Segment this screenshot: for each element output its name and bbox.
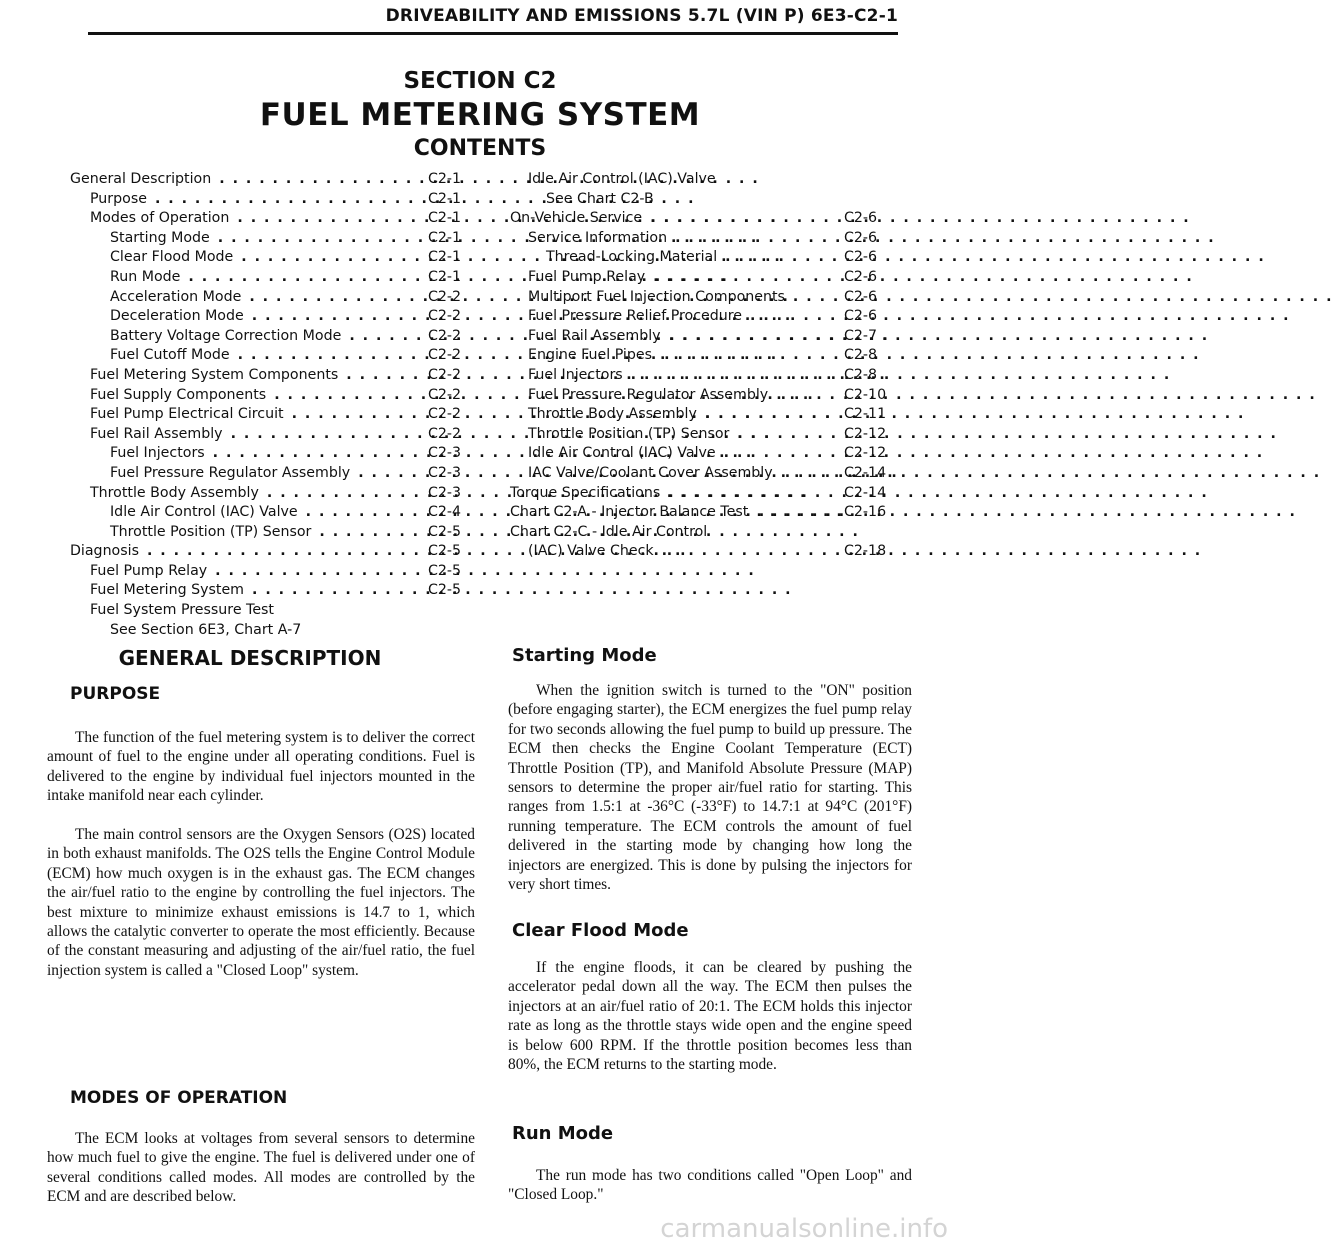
paragraph-run-1-text: The run mode has two conditions called "Open Loop" and "Closed Loop."	[508, 1167, 912, 1204]
toc-entry-page: C2-3	[428, 484, 462, 501]
toc-entry-title: Battery Voltage Correction Mode	[110, 327, 342, 344]
toc-leader-dots	[724, 445, 836, 461]
toc-entry-title: Fuel Pressure Relief Procedure	[528, 308, 742, 325]
toc-entry-page: C2-5	[428, 582, 462, 599]
toc-entry	[70, 289, 474, 309]
toc-entry-page: C2-8	[844, 347, 878, 364]
toc-entry	[510, 249, 892, 269]
toc-entry-page: C2-6	[844, 308, 878, 325]
toc-entry-title: Fuel Metering System	[90, 582, 245, 599]
toc-entry	[70, 191, 474, 211]
heading-modes-of-operation: MODES OF OPERATION	[70, 1088, 288, 1108]
toc-leader-dots	[274, 387, 420, 403]
toc-leader-dots	[669, 328, 836, 344]
paragraph-purpose-1	[47, 728, 475, 806]
toc-entry	[70, 602, 474, 622]
toc-entry-title: Chart C2-C - Idle Air Control	[510, 523, 708, 540]
toc-entry	[70, 406, 474, 426]
toc-leader-dots	[793, 289, 836, 305]
toc-entry-title: Thread-Locking Material	[546, 249, 718, 266]
toc-entry-title: Throttle Position (TP) Sensor	[110, 523, 312, 540]
toc-entry-page: C2-4	[428, 504, 462, 521]
toc-entry	[510, 406, 892, 426]
heading-general-description: GENERAL DESCRIPTION	[118, 646, 382, 670]
toc-entry-page: C2-3	[428, 464, 462, 481]
toc-entry	[70, 445, 474, 465]
toc-entry-page: C2-5	[428, 523, 462, 540]
toc-leader-dots	[660, 347, 836, 363]
toc-entry-title: Chart C2-A - Injector Balance Test	[510, 504, 749, 521]
toc-entry	[510, 230, 892, 250]
watermark: carmanualsonline.info	[660, 1214, 948, 1244]
toc-entry-page: C2-14	[844, 464, 887, 481]
toc-leader-dots	[668, 485, 836, 501]
toc-leader-dots	[231, 426, 420, 442]
toc-entry-title: Acceleration Mode	[110, 288, 242, 305]
toc-entry	[70, 465, 474, 485]
toc-entry-page: C2-11	[844, 406, 887, 423]
toc-entry-page: C2-2	[428, 288, 462, 305]
toc-entry	[510, 524, 892, 544]
toc-entry	[510, 347, 892, 367]
toc-entry	[70, 524, 474, 544]
toc-entry-page: C2-1	[428, 210, 462, 227]
toc-entry	[70, 367, 474, 387]
toc-entry-page: C2-6	[844, 249, 878, 266]
toc-leader-dots	[358, 465, 420, 481]
toc-leader-dots	[267, 485, 420, 501]
toc-leader-dots	[675, 230, 836, 246]
toc-entry	[510, 171, 892, 191]
toc-entry-page: C2-14	[844, 484, 887, 501]
running-header: DRIVEABILITY AND EMISSIONS 5.7L (VIN P) 6E3-C2-1	[385, 6, 898, 26]
toc-entry	[510, 210, 892, 230]
paragraph-run-1	[508, 1166, 912, 1205]
toc-leader-dots	[346, 367, 420, 383]
toc-entry-title: Fuel Pump Relay	[528, 268, 646, 285]
paragraph-clear-flood-1	[508, 958, 912, 1074]
toc-entry-title: Fuel Injectors	[528, 366, 623, 383]
toc-entry	[70, 308, 474, 328]
toc-leader-dots	[252, 582, 420, 598]
toc-leader-dots	[306, 504, 420, 520]
toc-entry-page: C2-2	[428, 327, 462, 344]
toc-leader-dots	[650, 210, 836, 226]
contents-title: CONTENTS	[413, 136, 547, 161]
toc-entry-title: Modes of Operation	[90, 210, 230, 227]
toc-entry-page: C2-5	[428, 562, 462, 579]
toc-entry	[510, 465, 892, 485]
toc-leader-dots	[631, 367, 836, 383]
toc-entry	[70, 249, 474, 269]
toc-entry	[70, 210, 474, 230]
toc-entry-title: Fuel Pump Electrical Circuit	[90, 406, 284, 423]
toc-entry-title: Idle Air Control (IAC) Valve	[528, 445, 716, 462]
toc-entry-title: Engine Fuel Pipes	[528, 347, 653, 364]
toc-entry-page: C2-1	[428, 268, 462, 285]
toc-entry	[70, 485, 474, 505]
toc-entry-title: Throttle Body Assembly	[528, 406, 697, 423]
toc-entry-title: Clear Flood Mode	[110, 249, 234, 266]
heading-purpose: PURPOSE	[70, 684, 161, 704]
toc-leader-dots	[213, 445, 420, 461]
toc-entry-title: Run Mode	[110, 268, 181, 285]
toc-entry-page: C2-6	[844, 288, 878, 305]
toc-leader-dots	[238, 347, 420, 363]
toc-leader-dots	[750, 308, 836, 324]
toc-entry	[70, 582, 474, 602]
toc-entry-page: C2-2	[428, 366, 462, 383]
toc-entry-title: Fuel Injectors	[110, 445, 205, 462]
toc-entry-page: C2-6	[844, 210, 878, 227]
toc-leader-dots	[188, 269, 420, 285]
toc-entry	[510, 485, 892, 505]
toc-entry-title: Fuel Rail Assembly	[90, 425, 223, 442]
toc-entry	[70, 563, 474, 583]
toc-leader-dots	[319, 524, 420, 540]
toc-entry	[510, 426, 892, 446]
toc-entry	[510, 387, 892, 407]
toc-entry-page: C2-5	[428, 543, 462, 560]
toc-entry-page: C2-2	[428, 308, 462, 325]
toc-left-column	[70, 171, 474, 641]
section-title: FUEL METERING SYSTEM	[259, 97, 701, 133]
heading-clear-flood-mode: Clear Flood Mode	[512, 920, 689, 941]
toc-entry-title: Fuel Metering System Components	[90, 366, 339, 383]
toc-entry-title: Deceleration Mode	[110, 308, 244, 325]
toc-entry-title: Fuel Pressure Regulator Assembly	[110, 464, 351, 481]
toc-entry	[510, 504, 892, 524]
toc-leader-dots	[705, 406, 836, 422]
toc-leader-dots	[292, 406, 420, 422]
toc-entry-title: (IAC) Valve Check	[528, 543, 654, 560]
toc-entry-title: Purpose	[90, 190, 147, 207]
toc-entry-title: Fuel Rail Assembly	[528, 327, 661, 344]
toc-leader-dots	[155, 191, 420, 207]
toc-entry-title: Service Information	[528, 229, 668, 246]
paragraph-purpose-2-text: The main control sensors are the Oxygen Sensors (O2S) located in both exhaust manifolds. The O2S tells the Engine Control Module (ECM) how much oxygen is in the exhaust gas. The ECM changes the air/fuel ratio to the engine by controlling the fuel injectors. The best mixture to minimize exhaust emissions is 14.7 to 1, which allows the catalytic converter to operate the most efficiently. Because of the constant measuring and adjusting of the air/fuel ratio, the fuel injection system is called a "Closed Loop" system.	[47, 826, 475, 979]
toc-entry-title: Torque Specifications	[510, 484, 661, 501]
toc-entry	[70, 269, 474, 289]
toc-entry	[510, 367, 892, 387]
toc-leader-dots	[756, 504, 836, 520]
toc-entry-page: C2-16	[844, 504, 887, 521]
toc-entry-page: C2-2	[428, 347, 462, 364]
toc-leader-dots	[737, 426, 836, 442]
toc-entry-title: IAC Valve/Coolant Cover Assembly	[528, 464, 773, 481]
toc-entry	[70, 543, 474, 563]
paragraph-starting-1-text: When the ignition switch is turned to the "ON" position (before engaging starter), the ECM energizes the fuel pump relay for two seconds allowing the fuel pump to build up pressure. The ECM then checks the Engine Coolant Temperature (ECT) Throttle Position (TP), and Manifold Absolute Pressure (MAP) sensors to determine the proper air/fuel ratio for starting. This ranges from 1.5:1 at -36°C (-33°F) to 14.7:1 at 94°C (201°F) running temperature. The ECM controls the amount of fuel delivered in the starting mode by changing how long the injectors are energized. This is done by pulsing the injectors for very short times.	[508, 682, 912, 894]
toc-entry-title: Idle Air Control (IAC) Valve	[528, 171, 716, 187]
paragraph-starting-1	[508, 681, 912, 894]
toc-entry-title: Idle Air Control (IAC) Valve	[110, 504, 298, 521]
toc-right-column	[510, 171, 892, 563]
toc-leader-dots	[349, 328, 420, 344]
toc-entry-title: Throttle Body Assembly	[90, 484, 259, 501]
toc-leader-dots	[662, 543, 836, 559]
toc-leader-dots	[237, 210, 420, 226]
toc-entry	[510, 328, 892, 348]
toc-entry-page: C2-1	[428, 229, 462, 246]
toc-entry-title: See Chart C2-B	[546, 190, 654, 207]
toc-entry-page: C2-12	[844, 425, 887, 442]
toc-leader-dots	[781, 465, 836, 481]
toc-leader-dots	[147, 543, 420, 559]
header-rule	[88, 32, 898, 35]
toc-entry-page: C2-6	[844, 229, 878, 246]
toc-entry	[510, 269, 892, 289]
toc-entry-page: C2-18	[844, 543, 887, 560]
toc-entry	[70, 347, 474, 367]
toc-leader-dots	[776, 387, 836, 403]
toc-entry-page: C2-12	[844, 445, 887, 462]
toc-entry-page: C2-7	[844, 327, 878, 344]
toc-entry	[510, 289, 892, 309]
toc-entry-title: Fuel Supply Components	[90, 386, 267, 403]
toc-entry-title: Diagnosis	[70, 543, 139, 560]
toc-entry-title: General Description	[70, 171, 212, 187]
toc-entry	[510, 543, 892, 563]
toc-leader-dots	[252, 308, 420, 324]
paragraph-modes-1	[47, 1129, 475, 1207]
toc-entry-title: Fuel Cutoff Mode	[110, 347, 230, 364]
toc-entry-page: C2-1	[428, 249, 462, 266]
toc-entry	[510, 191, 892, 211]
toc-entry-page: C2-1	[428, 190, 462, 207]
heading-run-mode: Run Mode	[512, 1123, 614, 1144]
toc-entry-page: C2-1	[428, 171, 462, 187]
paragraph-purpose-2	[47, 825, 475, 980]
toc-leader-dots	[241, 249, 420, 265]
toc-leader-dots	[218, 230, 420, 246]
toc-entry-title: Fuel Pump Relay	[90, 562, 208, 579]
toc-entry-title: On-Vehicle Service	[510, 210, 643, 227]
toc-entry	[70, 622, 474, 642]
toc-entry-page: C2-3	[428, 445, 462, 462]
toc-entry-page: C2-8	[844, 366, 878, 383]
toc-leader-dots	[249, 289, 420, 305]
toc-entry-page: C2-2	[428, 425, 462, 442]
toc-entry	[70, 504, 474, 524]
heading-starting-mode: Starting Mode	[512, 645, 657, 666]
toc-leader-dots	[219, 171, 420, 187]
toc-entry-title: Fuel System Pressure Test	[90, 602, 274, 619]
toc-entry-page: C2-2	[428, 386, 462, 403]
paragraph-clear-flood-1-text: If the engine floods, it can be cleared by pushing the accelerator pedal down all the way. The ECM then pulses the injectors at an air/fuel ratio of 20:1. The ECM holds this injector rate as long as the throttle stays wide open and the engine speed is below 600 RPM. If the throttle position becomes less than 80%, the ECM returns to the starting mode.	[508, 959, 912, 1074]
toc-leader-dots	[653, 269, 836, 285]
toc-entry-page: C2-6	[844, 268, 878, 285]
toc-entry-page: C2-2	[428, 406, 462, 423]
toc-entry	[510, 445, 892, 465]
toc-entry-page: C2-10	[844, 386, 887, 403]
toc-entry-title: See Section 6E3, Chart A-7	[110, 621, 302, 638]
toc-entry	[510, 308, 892, 328]
paragraph-purpose-1-text: The function of the fuel metering system is to deliver the correct amount of fuel to the engine under all operating conditions. Fuel is delivered to the engine by individual fuel injectors mounted in the intake manifold near each cylinder.	[47, 729, 475, 805]
toc-entry	[70, 230, 474, 250]
toc-entry-title: Starting Mode	[110, 229, 210, 246]
toc-entry-title: Throttle Position (TP) Sensor	[528, 425, 730, 442]
paragraph-modes-1-text: The ECM looks at voltages from several sensors to determine how much fuel to give the engine. The fuel is delivered under one of several conditions called modes. All modes are controlled by the ECM and are described below.	[47, 1130, 475, 1206]
toc-entry-title: Multiport Fuel Injection Components	[528, 288, 785, 305]
toc-entry	[70, 387, 474, 407]
toc-leader-dots	[725, 249, 836, 265]
toc-entry-title: Fuel Pressure Regulator Assembly	[528, 386, 769, 403]
toc-entry	[70, 328, 474, 348]
toc-entry	[70, 171, 474, 191]
section-label: SECTION C2	[403, 68, 557, 94]
toc-entry	[70, 426, 474, 446]
toc-leader-dots	[215, 563, 420, 579]
